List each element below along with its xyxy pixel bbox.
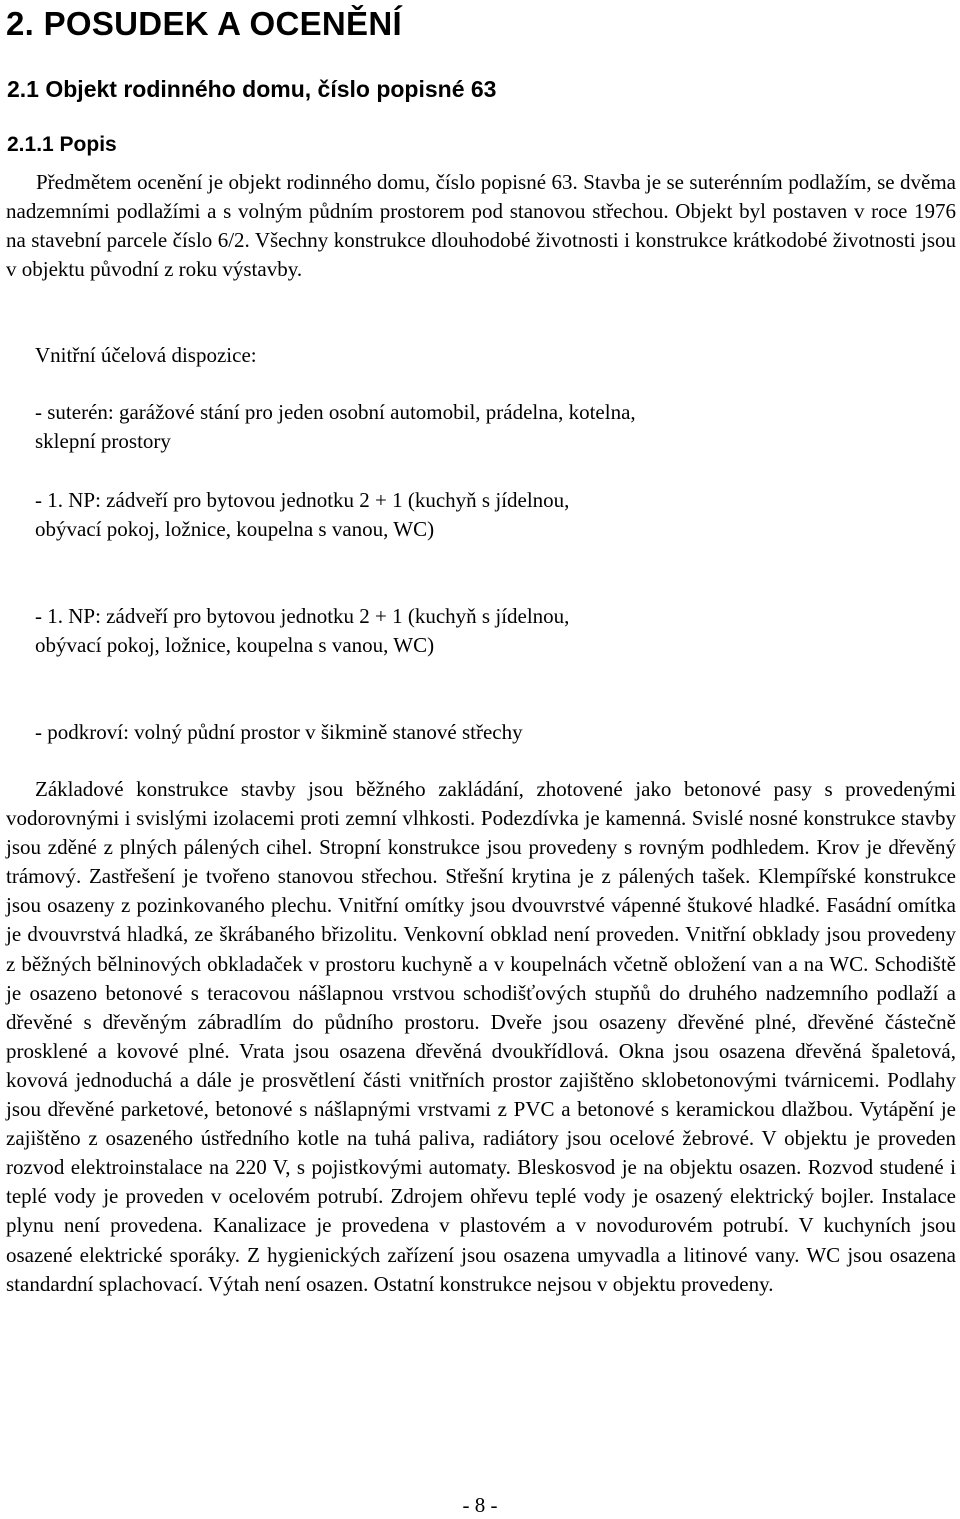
page-number: - 8 - bbox=[462, 1493, 498, 1517]
disposition-item-attic: - podkroví: volný půdní prostor v šikmině stanové střechy bbox=[35, 720, 523, 744]
subsection-heading: 2.1 Objekt rodinného domu, číslo popisné 63 bbox=[7, 76, 497, 102]
construction-paragraph: Základové konstrukce stavby jsou běžného zakládání, zhotovené jako betonové pasy s provedenými vodorovnými i svislými izolacemi proti zemní vlhkosti. Podezdívka je kamenná. Svislé nosné konstrukce stavby jsou zděné z plných pálených cihel. Stropní konstrukce jsou provedeny s rovným podhledem. Krov je dřevěný trámový. Zastřešení je tvořeno stanovou střechou. Střešní krytina je z pálených tašek. Klempířské konstrukce jsou osazeny z pozinkovaného plechu. Vnitřní omítky jsou dvouvrstvé vápenné štukové hladké. Fasádní omítka je dvouvrstvá hladká, ze škrábaného břizolitu. Venkovní obklad není proveden. Vnitřní obklady jsou provedeny z běžných bělninových obkladaček v prostoru kuchyně a v koupelnách včetně obložení van a na WC. Schodiště je osazeno betonové s teracovou nášlapnou vrstvou schodišťových stupňů do druhého nadzemního podlaží a dřevěné s dřevěným zábradlím do půdního prostoru. Dveře jsou osazeny dřevěné plné, dřevěné částečně prosklené a kovové plné. Vrata jsou osazena dřevěná dvoukřídlová. Okna jsou osazena dřevěná špaletová, kovová jednoduchá a dále je prosvětlení části vnitřních prostor zajištěno sklobetonovými tvárnicemi. Podlahy jsou dřevěné parketové, betonové s nášlapnými vrstvami z PVC a betonové s keramickou dlažbou. Vytápění je zajištěno z osazeného ústředního kotle na tuhá paliva, radiátory jsou ocelové žebrové. V objektu je proveden rozvod elektroinstalace na 220 V, s pojistkovými automaty. Bleskosvod je na objektu osazen. Rozvod studené i teplé vody je proveden v ocelovém potrubí. Zdrojem ohřevu teplé vody je osazený elektrický bojler. Instalace plynu není provedena. Kanalizace je provedena v plastovém a v novodurovém potrubí. V kuchyních jsou osazené elektrické sporáky. Z hygienických zařízení jsou osazena umyvadla a litinové vany. WC jsou osazena standardní splachovací. Výtah není osazen. Ostatní konstrukce nejsou v objektu provedeny. bbox=[6, 777, 956, 1296]
intro-paragraph: Předmětem ocenění je objekt rodinného domu, číslo popisné 63. Stavba je se suterénním podlažím, se dvěma nadzemními podlažími a s volným půdním prostorem pod stanovou střechou. Objekt byl postaven v roce 1976 na stavební parcele číslo 6/2. Všechny konstrukce dlouhodobé životnosti i konstrukce krátkodobé životnosti jsou v objektu původní z roku výstavby. bbox=[6, 170, 956, 281]
disposition-item-first-floor-a: - 1. NP: zádveří pro bytovou jednotku 2 + 1 (kuchyň s jídelnou, obývací pokoj, ložnice, koupelna s vanou, WC) bbox=[35, 488, 570, 541]
disposition-item-first-floor-b: - 1. NP: zádveří pro bytovou jednotku 2 + 1 (kuchyň s jídelnou, obývací pokoj, ložnice, koupelna s vanou, WC) bbox=[35, 604, 570, 657]
disposition-item-basement: - suterén: garážové stání pro jeden osobní automobil, prádelna, kotelna, sklepní prostory bbox=[35, 400, 636, 453]
section-heading: 2. POSUDEK A OCENĚNÍ bbox=[6, 5, 402, 42]
disposition-title: Vnitřní účelová dispozice: bbox=[35, 343, 257, 367]
subsubsection-heading: 2.1.1 Popis bbox=[7, 133, 117, 156]
